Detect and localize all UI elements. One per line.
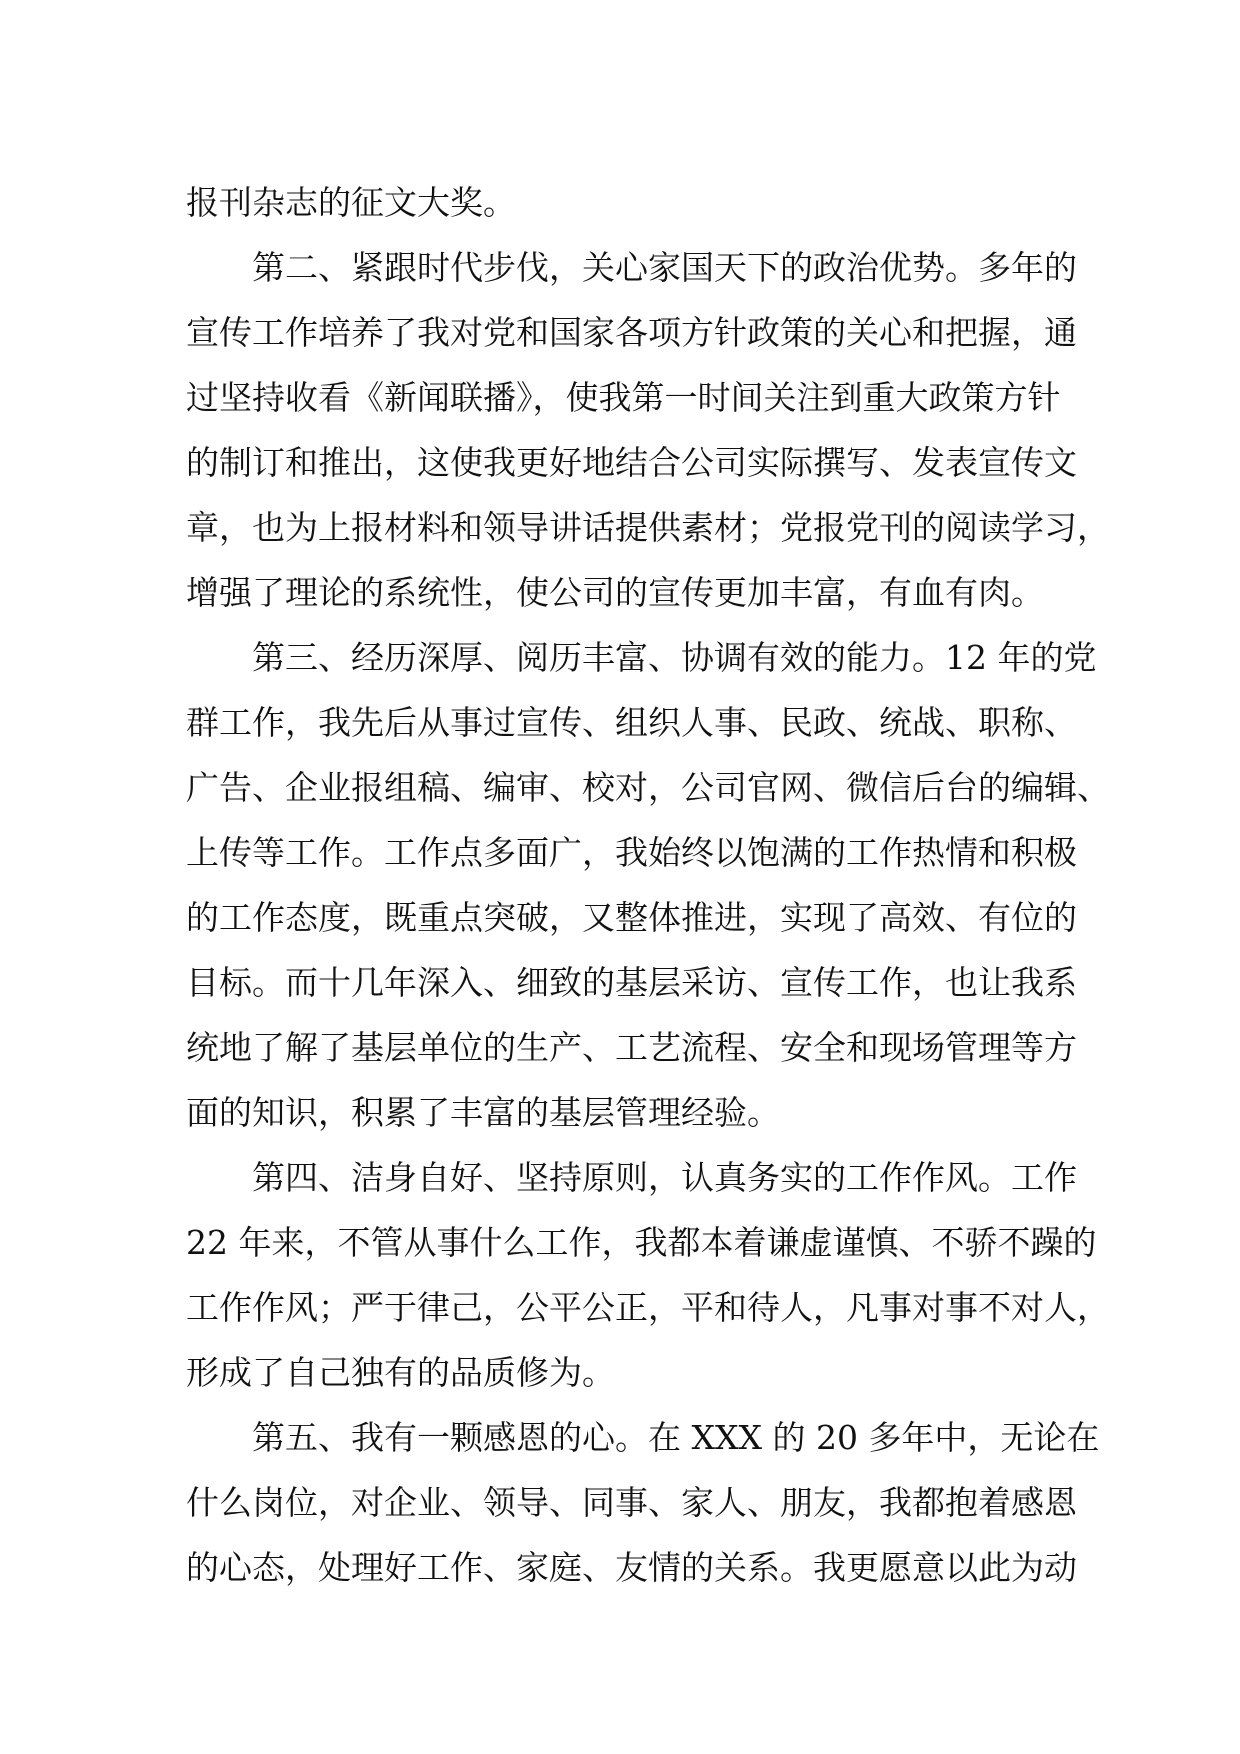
text-line: 面的知识，积累了丰富的基层管理经验。 (186, 1093, 780, 1132)
text-line: 第二、紧跟时代步伐，关心家国天下的政治优势。多年的 (252, 248, 1077, 287)
text-line: 宣传工作培养了我对党和国家各项方针政策的关心和把握，通 (186, 313, 1077, 352)
text-line: 增强了理论的系统性，使公司的宣传更加丰富，有血有肉。 (186, 573, 1044, 612)
body-text (186, 170, 1110, 1600)
text-line: 第五、我有一颗感恩的心。在 XXX 的 20 多年中，无论在 (252, 1418, 1100, 1457)
text-line: 群工作，我先后从事过宣传、组织人事、民政、统战、职称、 (186, 703, 1077, 742)
text-line: 目标。而十几年深入、细致的基层采访、宣传工作，也让我系 (186, 963, 1077, 1002)
text-line: 的制订和推出，这使我更好地结合公司实际撰写、发表宣传文 (186, 443, 1077, 482)
text-line: 报刊杂志的征文大奖。 (186, 183, 516, 222)
text-line: 第三、经历深厚、阅历丰富、协调有效的能力。12 年的党 (252, 638, 1097, 677)
text-line: 的工作态度，既重点突破，又整体推进，实现了高效、有位的 (186, 898, 1077, 937)
text-line: 章，也为上报材料和领导讲话提供素材；党报党刊的阅读学习， (186, 508, 1110, 547)
text-line: 什么岗位，对企业、领导、同事、家人、朋友，我都抱着感恩 (186, 1483, 1077, 1522)
text-line: 形成了自己独有的品质修为。 (186, 1353, 615, 1392)
text-line: 过坚持收看《新闻联播》，使我第一时间关注到重大政策方针 (186, 378, 1061, 417)
text-line: 22 年来，不管从事什么工作，我都本着谦虚谨慎、不骄不躁的 (186, 1223, 1097, 1262)
text-line: 工作作风；严于律己，公平公正，平和待人，凡事对事不对人， (186, 1288, 1110, 1327)
text-line: 统地了解了基层单位的生产、工艺流程、安全和现场管理等方 (186, 1028, 1077, 1067)
text-line: 上传等工作。工作点多面广，我始终以饱满的工作热情和积极 (186, 833, 1077, 872)
text-line: 第四、洁身自好、坚持原则，认真务实的工作作风。工作 (252, 1158, 1077, 1197)
text-line: 广告、企业报组稿、编审、校对，公司官网、微信后台的编辑、 (186, 768, 1110, 807)
text-line: 的心态，处理好工作、家庭、友情的关系。我更愿意以此为动 (186, 1548, 1077, 1587)
